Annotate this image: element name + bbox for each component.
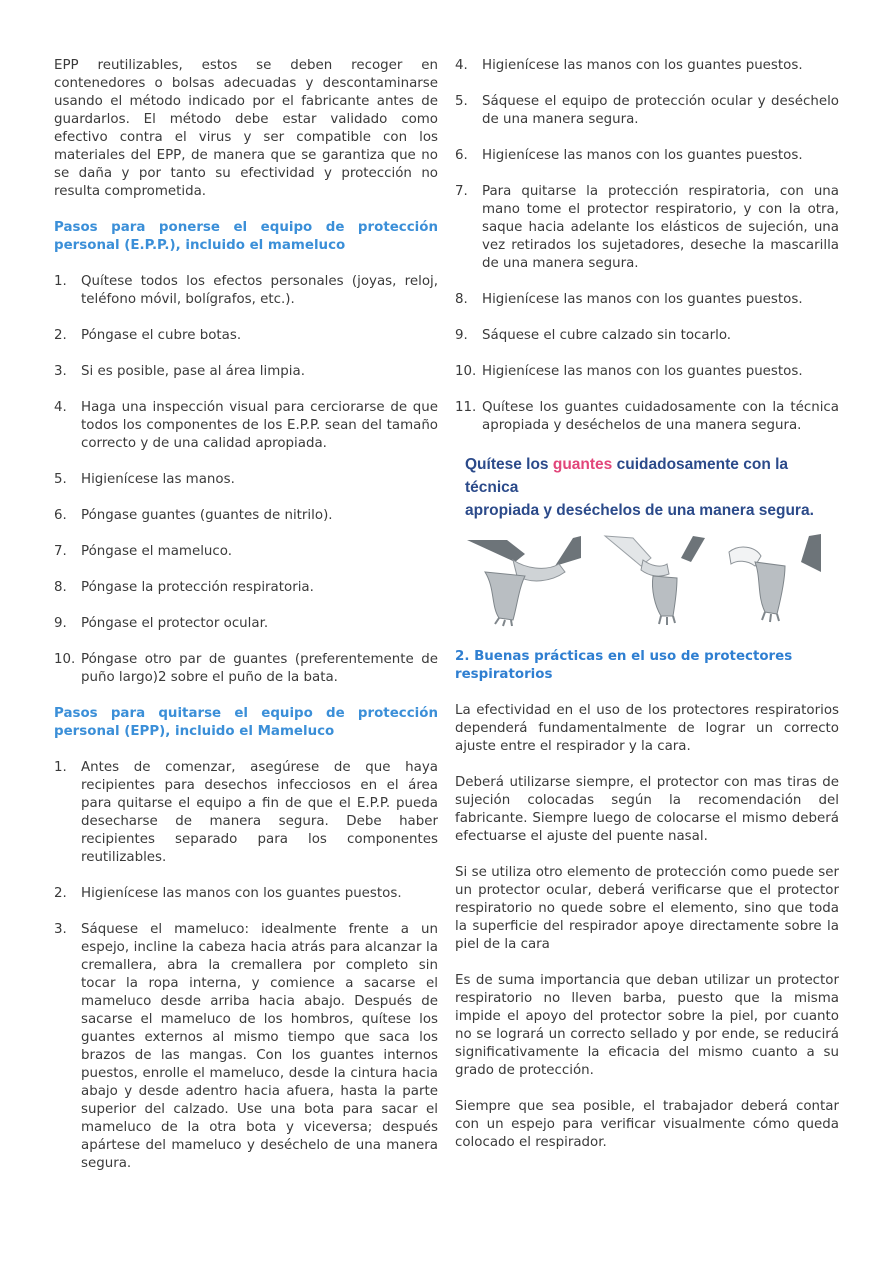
list-item [455,327,839,345]
step-number: 7. [455,184,468,199]
intro-paragraph: EPP reutilizables, estos se deben recoger en contenedores o bolsas adecuadas y descontaminarse usando el método indicado por el fabricante antes de guardarlos. El método debe estar validado como efectivo contra el virus y ser compatible con los materiales del EPP, de manera que se garantiza que no se daña y por tanto su efectividad y protección no resulta comprometida. [54,58,438,199]
step-text: Higienícese las manos. [81,472,235,487]
step-text: Póngase la protección respiratoria. [81,580,314,595]
step-number: 3. [54,922,67,937]
caption-highlight: guantes [552,456,613,473]
step-number: 5. [455,94,468,109]
list-item [455,399,839,435]
step-text: Sáquese el mameluco: idealmente frente a un espejo, incline la cabeza hacia atrás para alcanzar la cremallera, abra la cremallera por completo sin tocar la ropa interna, y comience a sacarse el mameluco desde arriba hacia abajo. Después de sacarse el mameluco de los hombros, quítese los guantes externos al mismo tiempo que saca los brazos de las mangas. Con los guantes internos puestos, enrolle el mameluco, desde la cintura hacia abajo y desde adentro hacia afuera, hasta la parte superior del calzado. Use una bota para sacar el mameluco de la otra bota y viceversa; después apártese del mameluco y deséchelo de una manera segura. [81,922,438,1171]
paragraph: Siempre que sea posible, el trabajador deberá contar con un espejo para verificar visualmente cómo queda colocado el respirador. [455,1099,839,1150]
glove-step-1-image [465,534,583,626]
paragraph: Deberá utilizarse siempre, el protector con mas tiras de sujeción colocadas según la recomendación del fabricante. Siempre luego de colocarse el mismo deberá efectuarse el ajuste del puente nasal. [455,775,839,844]
step-number: 10. [54,652,76,667]
step-text: Sáquese el equipo de protección ocular y deséchelo de una manera segura. [482,94,839,127]
right-column [455,57,839,1170]
step-number: 5. [54,472,67,487]
step-number: 9. [455,328,468,343]
list-item [54,885,438,903]
list-item [455,363,839,381]
step-text: Higienícese las manos con los guantes puestos. [81,886,402,901]
step-number: 6. [54,508,67,523]
step-text: Quítese los guantes cuidadosamente con la técnica apropiada y deséchelos de una manera segura. [482,400,839,433]
step-number: 6. [455,148,468,163]
glove-removal-figure [455,453,839,628]
list-item [455,183,839,273]
list-item [455,291,839,309]
paragraph: La efectividad en el uso de los protectores respiratorios dependerá fundamentalmente de lograr un correcto ajuste entre el respirador y la cara. [455,703,839,754]
step-text: Póngase el mameluco. [81,544,232,559]
step-number: 3. [54,364,67,379]
step-text: Póngase otro par de guantes (preferentemente de puño largo)2 sobre el puño de la bata. [81,652,438,685]
step-number: 2. [54,886,67,901]
glove-removal-illustration [455,532,827,628]
list-item [54,327,438,345]
step-text: Póngase guantes (guantes de nitrilo). [81,508,333,523]
list-item [455,57,839,75]
list-item [54,507,438,525]
doff-steps-list-continued [455,57,839,435]
step-number: 10. [455,364,477,379]
left-column [54,57,438,1191]
step-number: 11. [455,400,477,415]
step-number: 7. [54,544,67,559]
step-text: Si es posible, pase al área limpia. [81,364,305,379]
step-text: Póngase el protector ocular. [81,616,269,631]
step-number: 8. [54,580,67,595]
list-item [54,543,438,561]
list-item [54,651,438,687]
step-text: Higienícese las manos con los guantes puestos. [482,364,803,379]
step-number: 1. [54,760,67,775]
step-number: 2. [54,328,67,343]
list-item [54,273,438,309]
list-item [54,579,438,597]
step-text: Sáquese el cubre calzado sin tocarlo. [482,328,732,343]
list-item [54,471,438,489]
section-2-heading: 2. Buenas prácticas en el uso de protectores respiratorios [455,649,793,682]
figure-caption: Quítese los guantes cuidadosamente con la técnica apropiada y deséchelos de una manera segura. [465,456,814,519]
list-item [455,93,839,129]
step-number: 4. [455,58,468,73]
heading-doff-ppe: Pasos para quitarse el equipo de protección personal (EPP), incluido el Mameluco [54,706,438,739]
step-number: 4. [54,400,67,415]
glove-step-3-image [721,534,825,626]
paragraph: Es de suma importancia que deban utilizar un protector respiratorio no lleven barba, puesto que la misma impide el apoyo del protector sobre la piel, por cuanto no se logrará un correcto sellado y por ende, se reducirá significativamente la eficacia del mismo cuanto a su grado de protección. [455,973,839,1078]
paragraph: Si se utiliza otro elemento de protección como puede ser un protector ocular, deberá verificarse que el protector respiratorio no quede sobre el elemento, sino que toda la superficie del respirador apoye directamente sobre la piel de la cara [455,865,839,952]
step-text: Higienícese las manos con los guantes puestos. [482,148,803,163]
list-item [54,759,438,867]
list-item [54,399,438,453]
step-text: Higienícese las manos con los guantes puestos. [482,292,803,307]
step-number: 1. [54,274,67,289]
doff-steps-list [54,759,438,1173]
list-item [54,363,438,381]
step-text: Higienícese las manos con los guantes puestos. [482,58,803,73]
don-steps-list [54,273,438,687]
step-text: Haga una inspección visual para cerciorarse de que todos los componentes de los E.P.P. sean del tamaño correcto y de una calidad apropiada. [81,400,438,451]
step-number: 9. [54,616,67,631]
step-text: Antes de comenzar, asegúrese de que haya recipientes para desechos infecciosos en el área para quitarse el equipo a fin de que el E.P.P. pueda desecharse de manera segura. Debe haber recipientes separado para los componentes reutilizables. [81,760,438,865]
list-item [455,147,839,165]
step-text: Para quitarse la protección respiratoria, con una mano tome el protector respiratorio, y con la otra, saque hacia adelante los elásticos de sujeción, una vez retirados los sujetadores, deseche la mascarilla de una manera segura. [482,184,839,271]
list-item [54,615,438,633]
step-text: Quítese todos los efectos personales (joyas, reloj, teléfono móvil, bolígrafos, etc.). [81,274,438,307]
heading-don-ppe: Pasos para ponerse el equipo de protección personal (E.P.P.), incluido el mameluco [54,220,438,253]
step-number: 8. [455,292,468,307]
list-item [54,921,438,1173]
glove-step-2-image [593,534,711,626]
step-text: Póngase el cubre botas. [81,328,242,343]
